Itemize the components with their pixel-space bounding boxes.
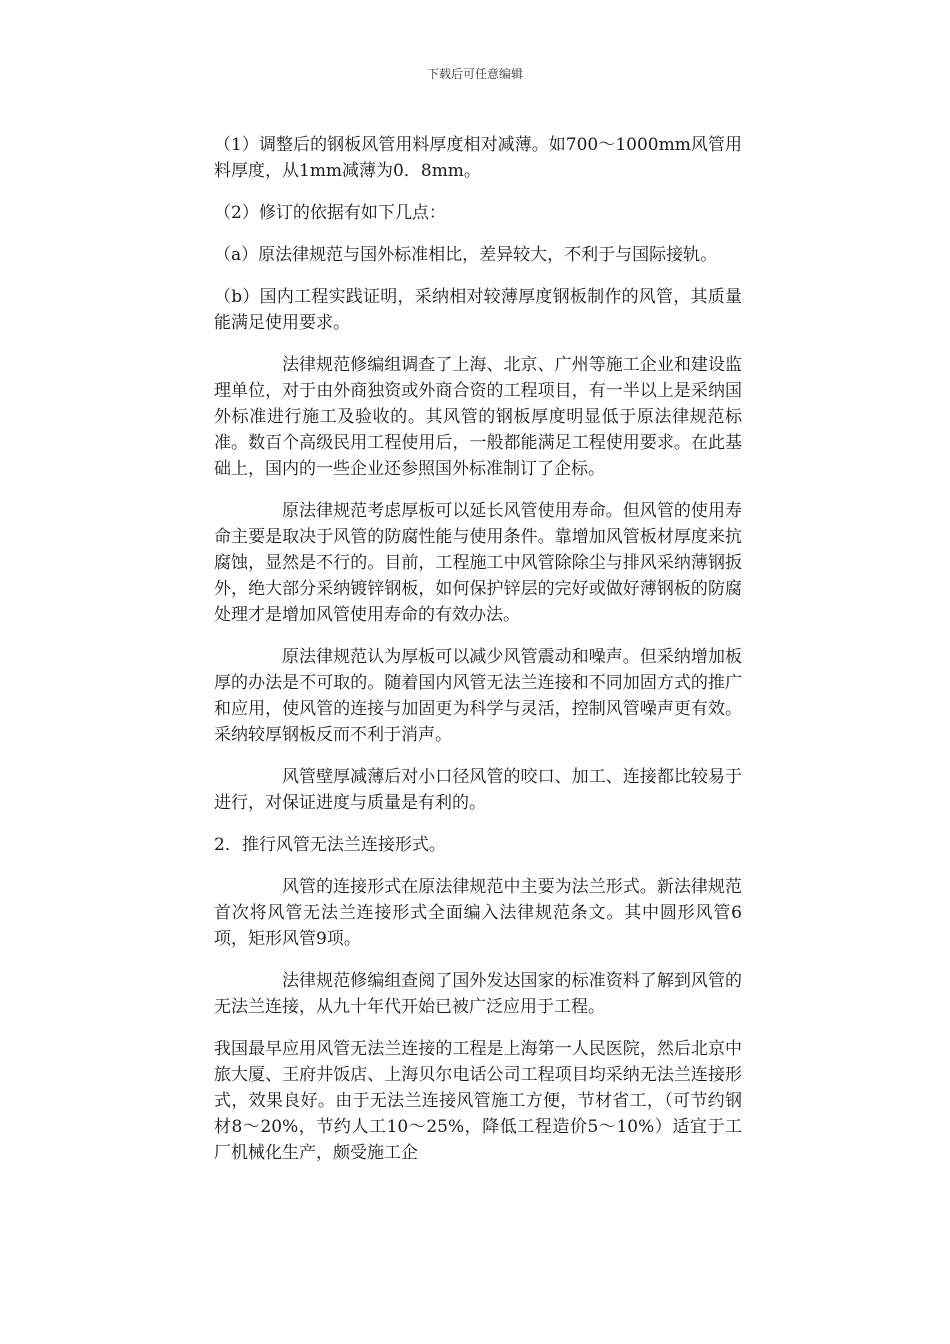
- paragraph-11: 法律规范修编组查阅了国外发达国家的标准资料了解到风管的无法兰连接，从九十年代开始已被广泛应用于工程。: [214, 971, 742, 1017]
- paragraph-10: 风管的连接形式在原法律规范中主要为法兰形式。新法律规范首次将风管无法兰连接形式全面编入法律规范条文。其中圆形风管6项，矩形风管9项。: [214, 877, 742, 949]
- paragraph-6: 原法律规范考虑厚板可以延长风管使用寿命。但风管的使用寿命主要是取决于风管的防腐性能与使用条件。靠增加风管板材厚度来抗腐蚀，显然是不行的。目前，工程施工中风管除除尘与排风采纳薄钢扳外，绝大部分采纳镀锌钢板，如何保护锌层的完好或做好薄钢板的防腐处理才是增加风管使用寿命的有效办法。: [214, 501, 742, 625]
- paragraph-3: （a）原法律规范与国外标准相比，差异较大，不利于与国际接轨。: [214, 245, 718, 265]
- paragraph-7: 原法律规范认为厚板可以减少风管震动和噪声。但采纳增加板厚的办法是不可取的。随着国内风管无法兰连接和不同加固方式的推广和应用，使风管的连接与加固更为科学与灵活，控制风管噪声更有效。采纳较厚钢板反而不利于消声。: [214, 647, 742, 745]
- document-body: [214, 132, 742, 1182]
- paragraph-1: （1）调整后的钢板风管用料厚度相对减薄。如700～1000mm风管用料厚度，从1mm减薄为0．8mm。: [214, 135, 742, 181]
- paragraph-5: 法律规范修编组调查了上海、北京、广州等施工企业和建设监理单位，对于由外商独资或外商合资的工程项目，有一半以上是采纳国外标准进行施工及验收的。其风管的钢板厚度明显低于原法律规范标准。数百个高级民用工程使用后，一般都能满足工程使用要求。在此基础上，国内的一些企业还参照国外标准制订了企标。: [214, 355, 742, 479]
- paragraph-4: （b）国内工程实践证明，采纳相对较薄厚度钢板制作的风管，其质量能满足使用要求。: [214, 287, 742, 333]
- paragraph-8: 风管壁厚减薄后对小口径风管的咬口、加工、连接都比较易于进行，对保证进度与质量是有利的。: [214, 767, 742, 813]
- paragraph-2: （2）修订的依据有如下几点：: [214, 203, 446, 223]
- section-heading-2: 2．推行风管无法兰连接形式。: [214, 835, 446, 855]
- page-header: 下载后可任意编辑: [426, 67, 523, 81]
- paragraph-12: 我国最早应用风管无法兰连接的工程是上海第一人民医院，然后北京中旅大厦、王府井饭店、上海贝尔电话公司工程项目均采纳无法兰连接形式，效果良好。由于无法兰连接风管施工方便，节材省工，（可节约钢材8～20%，节约人工10～25%，降低工程造价5～10%）适宜于工厂机械化生产，颇受施工企: [214, 1039, 742, 1163]
